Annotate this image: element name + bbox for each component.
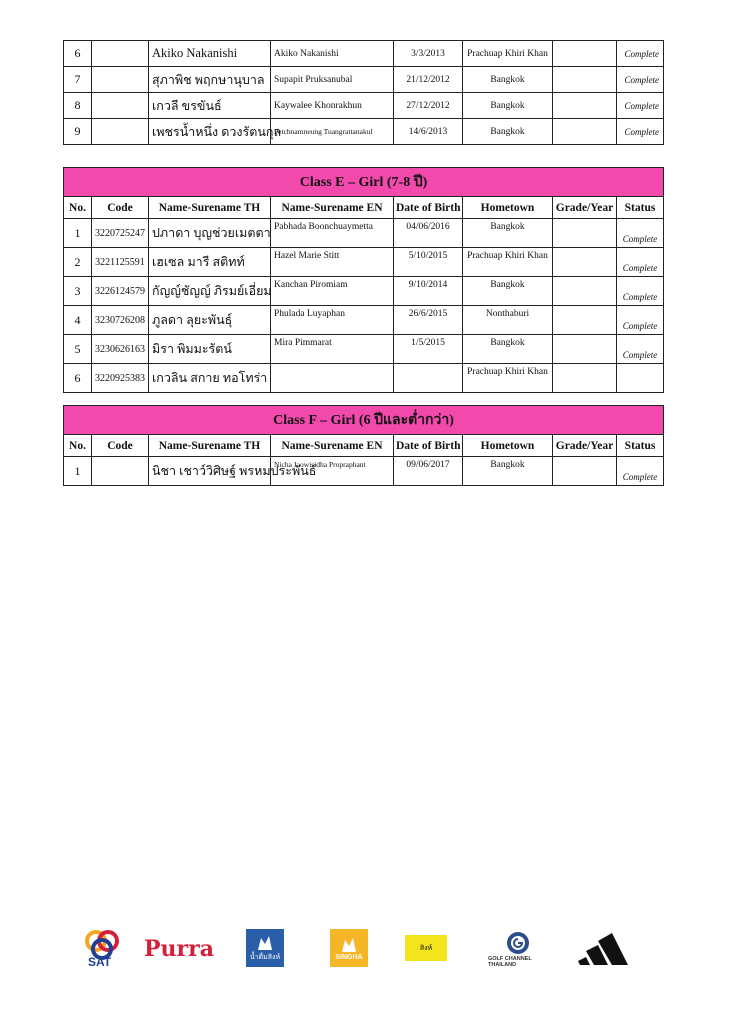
- row-number: 6: [64, 364, 92, 393]
- row-number: 7: [64, 67, 92, 93]
- class-e-header-row: [64, 197, 664, 219]
- row-dob: 3/3/2013: [394, 41, 463, 67]
- row-grade: [553, 67, 617, 93]
- row-status: Complete: [617, 93, 664, 119]
- row-name-en: Pabhada Boonchuaymetta: [271, 219, 394, 248]
- row-dob: 1/5/2015: [394, 335, 463, 364]
- row-number: 5: [64, 335, 92, 364]
- row-grade: [553, 306, 617, 335]
- row-name-th: มิรา พิมมะรัตน์: [149, 335, 271, 364]
- row-grade: [553, 277, 617, 306]
- row-hometown: Prachuap Khiri Khan: [463, 248, 553, 277]
- row-name-th: ภูลดา ลุยะพันธุ์: [149, 306, 271, 335]
- purra-logo: Purra: [144, 936, 214, 962]
- col-status: Status: [617, 435, 664, 457]
- row-name-th: เฮเซล มารี สติทท์: [149, 248, 271, 277]
- row-code: 3221125591: [92, 248, 149, 277]
- table-row: [64, 306, 664, 335]
- col-hometown: Hometown: [463, 435, 553, 457]
- row-dob: 5/10/2015: [394, 248, 463, 277]
- row-code: 3220725247: [92, 219, 149, 248]
- row-status: Complete: [617, 457, 664, 486]
- row-dob: 27/12/2012: [394, 93, 463, 119]
- row-hometown: Bangkok: [463, 67, 553, 93]
- row-grade: [553, 219, 617, 248]
- row-hometown: Bangkok: [463, 93, 553, 119]
- row-dob: 9/10/2014: [394, 277, 463, 306]
- col-name-th: Name-Surename TH: [149, 435, 271, 457]
- col-code: Code: [92, 435, 149, 457]
- table-row: [64, 67, 664, 93]
- row-name-th: เพชรน้ำหนึ่ง ดวงรัตนกุล: [149, 119, 271, 145]
- col-dob: Date of Birth: [394, 435, 463, 457]
- adidas-logo: [578, 925, 642, 969]
- row-status: Complete: [617, 248, 664, 277]
- sat-logo: [78, 925, 126, 973]
- row-code: [92, 93, 149, 119]
- class-e-table: [63, 167, 664, 393]
- table-row: [64, 119, 664, 145]
- col-grade: Grade/Year: [553, 435, 617, 457]
- row-name-en: Petchnamneung Tuangrattanakul: [271, 119, 394, 145]
- table-row: [64, 335, 664, 364]
- row-dob: 21/12/2012: [394, 67, 463, 93]
- row-code: [92, 119, 149, 145]
- table-row: [64, 277, 664, 306]
- sponsor-logos: [70, 915, 660, 985]
- row-status: Complete: [617, 119, 664, 145]
- row-name-en: Akiko Nakanishi: [271, 41, 394, 67]
- col-status: Status: [617, 197, 664, 219]
- row-name-en: Supapit Pruksanubal: [271, 67, 394, 93]
- row-status: Complete: [617, 277, 664, 306]
- row-dob: 26/6/2015: [394, 306, 463, 335]
- table-row: [64, 364, 664, 393]
- singha-water-logo: [246, 929, 284, 967]
- row-hometown: Bangkok: [463, 277, 553, 306]
- golf-channel-logo: [488, 927, 548, 971]
- row-code: 3230626163: [92, 335, 149, 364]
- row-grade: [553, 248, 617, 277]
- row-grade: [553, 93, 617, 119]
- row-number: 1: [64, 457, 92, 486]
- row-code: 3226124579: [92, 277, 149, 306]
- row-status: Complete: [617, 67, 664, 93]
- table-row: [64, 41, 664, 67]
- row-code: [92, 457, 149, 486]
- table-row: [64, 219, 664, 248]
- row-hometown: Bangkok: [463, 219, 553, 248]
- row-hometown: Nonthaburi: [463, 306, 553, 335]
- col-grade: Grade/Year: [553, 197, 617, 219]
- row-status: Complete: [617, 335, 664, 364]
- row-dob: 14/6/2013: [394, 119, 463, 145]
- previous-class-table: [63, 40, 664, 145]
- row-dob: [394, 364, 463, 393]
- row-name-th: นิชา เชาว์วิศิษฐ์ พรหมประพันธ์: [149, 457, 271, 486]
- table-row: [64, 248, 664, 277]
- row-hometown: Prachuap Khiri Khan: [463, 364, 553, 393]
- row-name-en: Kanchan Piromiam: [271, 277, 394, 306]
- col-code: Code: [92, 197, 149, 219]
- row-number: 9: [64, 119, 92, 145]
- row-name-th: กัญญ์ชัญญ์ ภิรมย์เอี่ยม: [149, 277, 271, 306]
- row-dob: 04/06/2016: [394, 219, 463, 248]
- row-code: 3230726208: [92, 306, 149, 335]
- row-grade: [553, 119, 617, 145]
- row-status: [617, 364, 664, 393]
- row-name-en: Mira Pimmarat: [271, 335, 394, 364]
- row-number: 8: [64, 93, 92, 119]
- row-code: [92, 67, 149, 93]
- col-name-en: Name-Surename EN: [271, 197, 394, 219]
- row-grade: [553, 335, 617, 364]
- row-number: 2: [64, 248, 92, 277]
- class-f-header-row: [64, 435, 664, 457]
- col-no: No.: [64, 197, 92, 219]
- singha-yellow-logo: สิงห์: [405, 935, 447, 961]
- row-number: 1: [64, 219, 92, 248]
- row-dob: 09/06/2017: [394, 457, 463, 486]
- row-code: 3220925383: [92, 364, 149, 393]
- row-name-en: [271, 364, 394, 393]
- row-hometown: Bangkok: [463, 335, 553, 364]
- row-name-th: Akiko Nakanishi: [149, 41, 271, 67]
- row-hometown: Bangkok: [463, 457, 553, 486]
- class-e-title: Class E – Girl (7-8 ปี): [64, 168, 664, 197]
- row-name-th: สุภาพิช พฤกษานุบาล: [149, 67, 271, 93]
- singha-text: SINGHA: [335, 953, 363, 961]
- row-grade: [553, 364, 617, 393]
- row-status: Complete: [617, 41, 664, 67]
- singha-logo: [330, 929, 368, 967]
- row-grade: [553, 457, 617, 486]
- row-status: Complete: [617, 306, 664, 335]
- table-row: [64, 457, 664, 486]
- row-name-en: Kaywalee Khonrakhun: [271, 93, 394, 119]
- table-row: [64, 93, 664, 119]
- col-name-en: Name-Surename EN: [271, 435, 394, 457]
- singha-water-text: น้ำดื่มสิงห์: [249, 952, 281, 961]
- col-dob: Date of Birth: [394, 197, 463, 219]
- row-hometown: Prachuap Khiri Khan: [463, 41, 553, 67]
- row-number: 3: [64, 277, 92, 306]
- col-name-th: Name-Surename TH: [149, 197, 271, 219]
- col-hometown: Hometown: [463, 197, 553, 219]
- row-status: Complete: [617, 219, 664, 248]
- row-name-en: Phulada Luyaphan: [271, 306, 394, 335]
- sat-logo-text: SAT: [88, 955, 112, 969]
- col-no: No.: [64, 435, 92, 457]
- row-name-en: Nicha Jaowisidha Propraphant: [271, 457, 394, 486]
- row-name-th: เกวลี ขรขันธ์: [149, 93, 271, 119]
- row-name-th: เกวลิน สกาย ทอโทร่า: [149, 364, 271, 393]
- row-hometown: Bangkok: [463, 119, 553, 145]
- golf-channel-text: GOLF CHANNEL THAILAND: [488, 956, 532, 968]
- row-name-en: Hazel Marie Stitt: [271, 248, 394, 277]
- row-grade: [553, 41, 617, 67]
- row-number: 4: [64, 306, 92, 335]
- class-f-table: [63, 405, 664, 486]
- row-number: 6: [64, 41, 92, 67]
- row-name-th: ปภาดา บุญช่วยเมตตา: [149, 219, 271, 248]
- class-f-title: Class F – Girl (6 ปีและต่ำกว่า): [64, 406, 664, 435]
- row-code: [92, 41, 149, 67]
